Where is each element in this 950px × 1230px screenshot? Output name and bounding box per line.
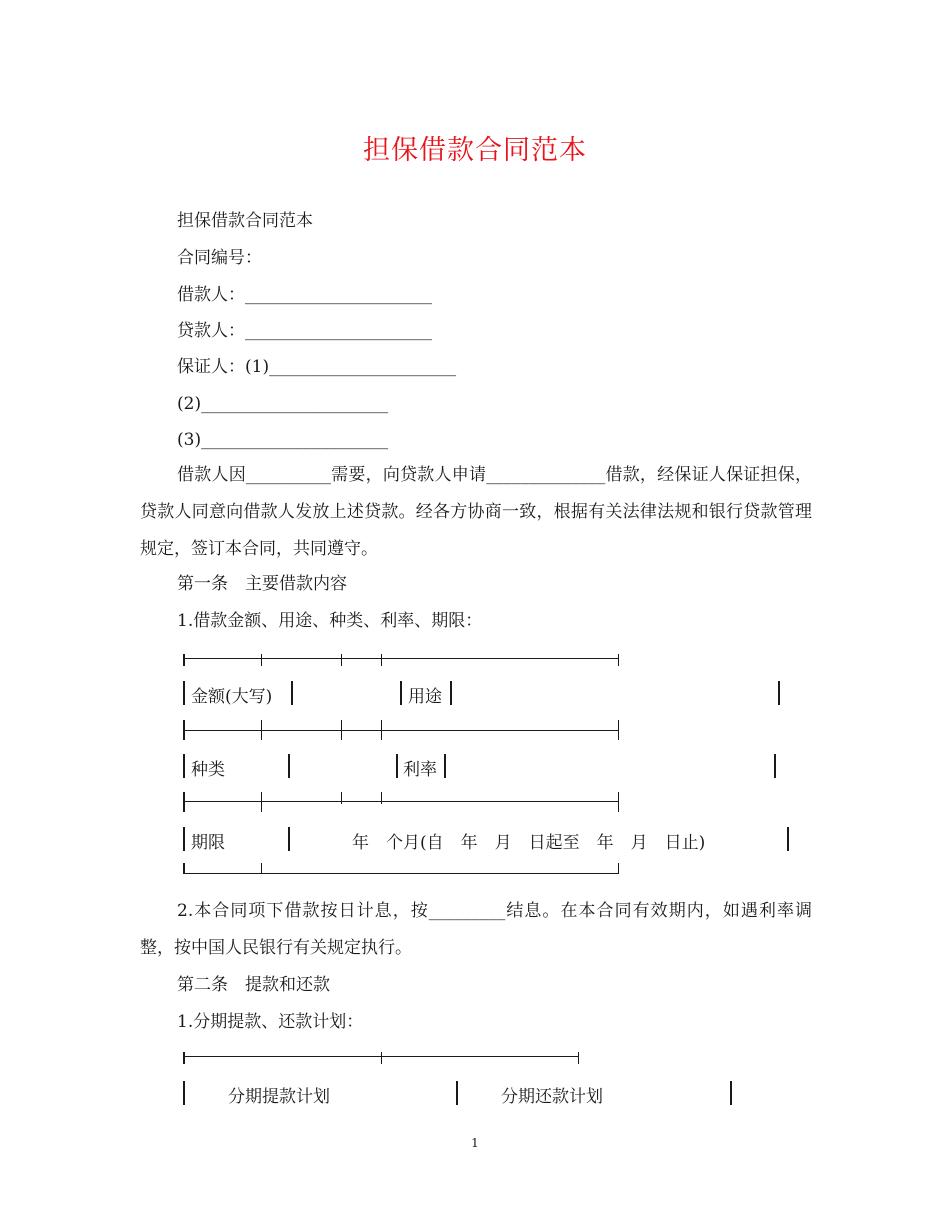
table-tick (183, 1052, 185, 1064)
table-bar (774, 754, 776, 778)
table-tick (618, 863, 619, 874)
lender-line: 贷款人：______________________ (177, 321, 432, 341)
table-tick (183, 654, 185, 666)
table-bar (183, 754, 185, 778)
table-tick (261, 863, 262, 874)
table-bar (730, 1081, 732, 1105)
amount-label: 金额(大写) (191, 687, 273, 707)
table-bar (456, 1081, 458, 1105)
subtitle-line: 担保借款合同范本 (177, 211, 313, 231)
table-tick (341, 792, 342, 804)
table-rule (183, 801, 619, 802)
guarantor-2-line: (2)______________________ (177, 394, 389, 414)
intro-paragraph: 借款人因__________需要，向贷款人申请______________借款，经保证人保证担保，贷款人同意向借款人发放上述贷款。经各方协商一致，根据有关法律法规和银行贷款管理规定，签订本合同，共同遵守。 (140, 465, 812, 559)
table-tick (261, 720, 262, 740)
table-bar (288, 754, 290, 778)
table-tick (618, 792, 619, 812)
table-tick (381, 654, 382, 666)
page-number: 1 (471, 1136, 479, 1150)
type-label: 种类 (191, 760, 225, 780)
table-bar (400, 681, 402, 705)
term-label: 期限 (191, 833, 225, 853)
article-1-item-2: 2.本合同项下借款按日计息，按_________结息。在本合同有效期内，如遇利率调整，按中国人民银行有关规定执行。 (140, 901, 812, 958)
table-rule (183, 658, 619, 659)
document-title: 担保借款合同范本 (363, 135, 587, 166)
article-1-item-1: 1.借款金额、用途、种类、利率、期限： (177, 611, 483, 631)
contract-number-line: 合同编号： (177, 248, 262, 268)
table-tick (341, 654, 342, 666)
table-tick (578, 1052, 579, 1064)
table-bar (450, 681, 452, 705)
table-tick (618, 720, 619, 740)
table-tick (261, 792, 262, 812)
table-tick (183, 720, 185, 740)
article-1-heading: 第一条 主要借款内容 (177, 574, 347, 594)
term-text: 年 个月(自 年 月 日起至 年 月 日止) (352, 833, 706, 853)
table-rule (183, 730, 619, 731)
purpose-label: 用途 (408, 687, 442, 707)
table-bar (444, 754, 446, 778)
table-tick (381, 1052, 382, 1064)
repayment-plan-header: 分期还款计划 (501, 1087, 603, 1107)
table-bar (778, 681, 780, 705)
borrower-line: 借款人：______________________ (177, 285, 432, 305)
table-tick (341, 720, 342, 740)
table-tick (618, 654, 619, 666)
guarantor-3-line: (3)______________________ (177, 430, 389, 450)
table-tick (381, 720, 382, 740)
table-tick (261, 654, 262, 666)
table-tick (183, 792, 185, 812)
guarantor-1-line: 保证人：(1)______________________ (177, 357, 457, 377)
table-bar (291, 681, 293, 705)
table-tick (183, 863, 185, 874)
table-tick (381, 792, 382, 804)
table-bar (787, 827, 789, 851)
table-bar (288, 827, 290, 851)
table-bar (183, 827, 185, 851)
rate-label: 利率 (403, 760, 437, 780)
table-bar (183, 1081, 185, 1105)
article-2-item-1: 1.分期提款、还款计划： (177, 1012, 364, 1032)
table-bar (183, 681, 185, 705)
article-2-heading: 第二条 提款和还款 (177, 975, 330, 995)
table-rule (183, 873, 619, 874)
table-bar (396, 754, 398, 778)
withdrawal-plan-header: 分期提款计划 (228, 1087, 330, 1107)
